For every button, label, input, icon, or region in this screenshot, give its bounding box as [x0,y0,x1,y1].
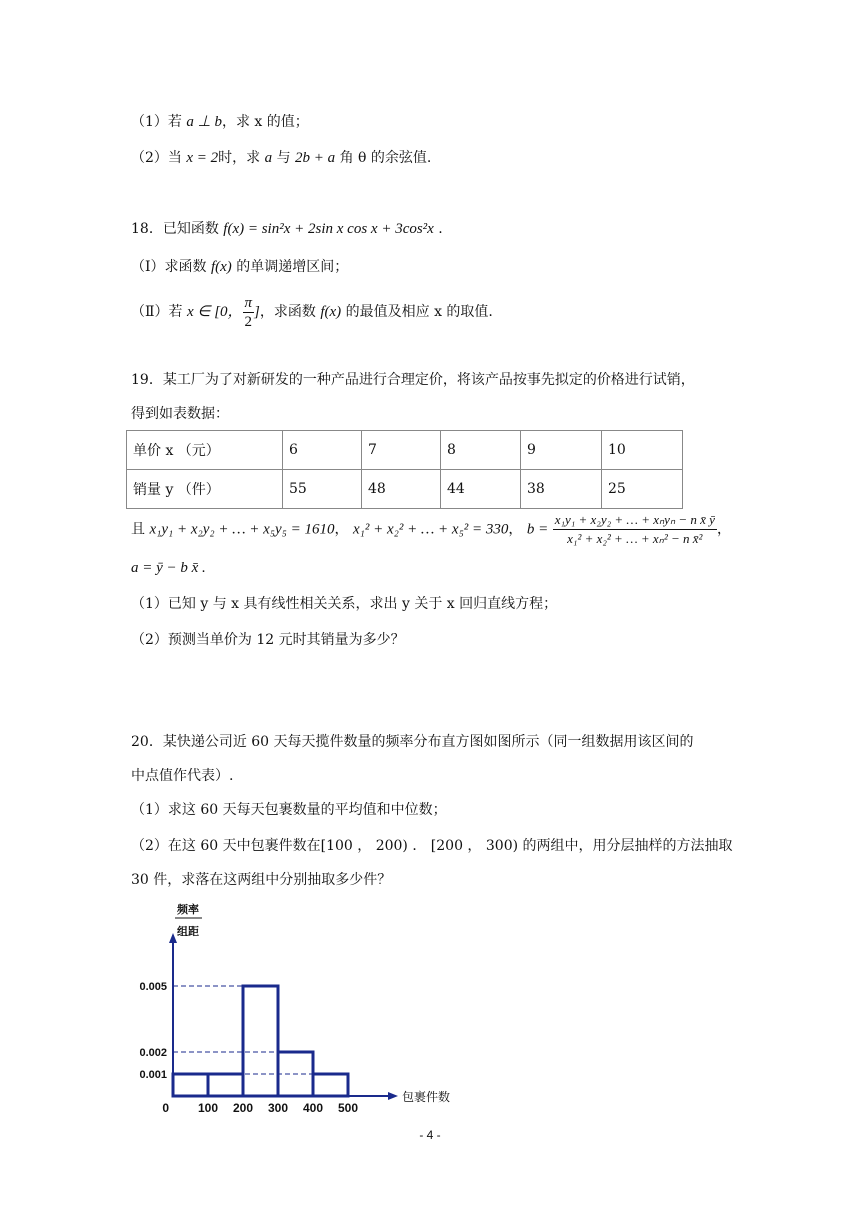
q17-part2: （2）当 x = 2时，求 a 与 2b + a 角 θ 的余弦值. [131,150,432,166]
frequency-histogram [120,895,480,1115]
q17-part1: （1）若 a ⊥ b，求 x 的值； [131,114,309,130]
table-cell: 48 [362,470,441,509]
y-axis-label-top: 频率 [177,904,199,916]
histogram-bar [243,986,278,1096]
table-cell: 9 [521,431,602,470]
table-cell: 44 [441,470,521,509]
table-cell: 7 [362,431,441,470]
q20-part2-line1: （2）在这 60 天中包裹件数在[100 ， 200) ． [200 ， 300) 的两组中，用分层抽样的方法抽取 [131,838,733,854]
y-tick-label: 0.001 [139,1069,167,1081]
histogram-bar [173,1074,208,1096]
page-number: - 4 - [419,1128,441,1142]
table-cell: 55 [283,470,362,509]
table-row [127,470,683,509]
q17-condition: a ⊥ b [186,114,222,130]
q19-part2: （2）预测当单价为 12 元时其销量为多少？ [131,632,405,648]
table-cell: 单价 x （元） [127,431,283,470]
x-tick-label: 200 [232,1101,254,1115]
b-formula: $\frac{\text{x₁y₁ + x₂y₂ + … + xₙyₙ − n x̄ ȳ}}{\text{x₁² + x₂² + … + xₙ² − n x̄²}}$ [554,512,715,546]
y-axis-label-bottom: 组距 [177,926,199,938]
x-tick-label: 400 [302,1101,324,1115]
pi-over-two: $\frac{\pi}{2}$ [244,294,253,330]
y-tick-label: 0.002 [139,1047,167,1059]
histogram-bar [313,1074,348,1096]
q18-part2: （Ⅱ）若 x ∈ [0， $\frac{\pi}{2}$ ]，求函数 f(x) 的最值及相应 x 的取值. [131,294,493,330]
x-axis-arrow [388,1092,398,1100]
x-axis-label: 包裹件数 [402,1090,451,1104]
histogram-bar [208,1074,243,1096]
q18-stem: 18．已知函数 f(x) = sin²x + 2sin x cos x + 3cos²x . [131,221,443,237]
q18-part1: （Ⅰ）求函数 f(x) 的单调递增区间； [131,259,349,275]
q20-part2-line2: 30 件，求落在这两组中分别抽取多少件？ [131,872,392,888]
table-cell: 25 [602,470,683,509]
q19-stem-line1: 19．某工厂为了对新研发的一种产品进行合理定价，将该产品按事先拟定的价格进行试销， [131,372,695,388]
table-cell: 6 [283,431,362,470]
x-origin-label: 0 [162,1101,169,1115]
q19-given: 且 x₁y₁ + x₂y₂ + … + x₅y₅ = 1610， x₁² + x₂² + … + x₅² = 330， b = $\frac{\text{x₁y₁ + x₂y₂ + … + xₙyₙ − n x̄ ȳ}}{\text{x₁² + x₂² + … + xₙ² − n x̄²}}$ ， [131,512,731,546]
q19-a-formula: a = ȳ − b x̄ . [131,560,206,576]
table-cell: 10 [602,431,683,470]
table-cell: 38 [521,470,602,509]
sales-table [126,430,683,509]
q19-part1: （1）已知 y 与 x 具有线性相关关系，求出 y 关于 x 回归直线方程； [131,596,558,612]
table-row [127,431,683,470]
y-axis-arrow [169,933,177,943]
table-cell: 销量 y （件） [127,470,283,509]
x-tick-label: 500 [337,1101,359,1115]
q20-stem-line1: 20．某快递公司近 60 天每天揽件数量的频率分布直方图如图所示（同一组数据用该区间的 [131,734,694,750]
q20-stem-line2: 中点值作代表）. [131,768,234,784]
table-cell: 8 [441,431,521,470]
x-tick-label: 300 [267,1101,289,1115]
y-tick-label: 0.005 [139,981,167,993]
q18-function: f(x) = sin²x + 2sin x cos x + 3cos²x [223,221,434,237]
q20-part1: （1）求这 60 天每天包裹数量的平均值和中位数； [131,802,447,818]
q19-stem-line2: 得到如表数据： [131,406,229,422]
x-tick-label: 100 [197,1101,219,1115]
